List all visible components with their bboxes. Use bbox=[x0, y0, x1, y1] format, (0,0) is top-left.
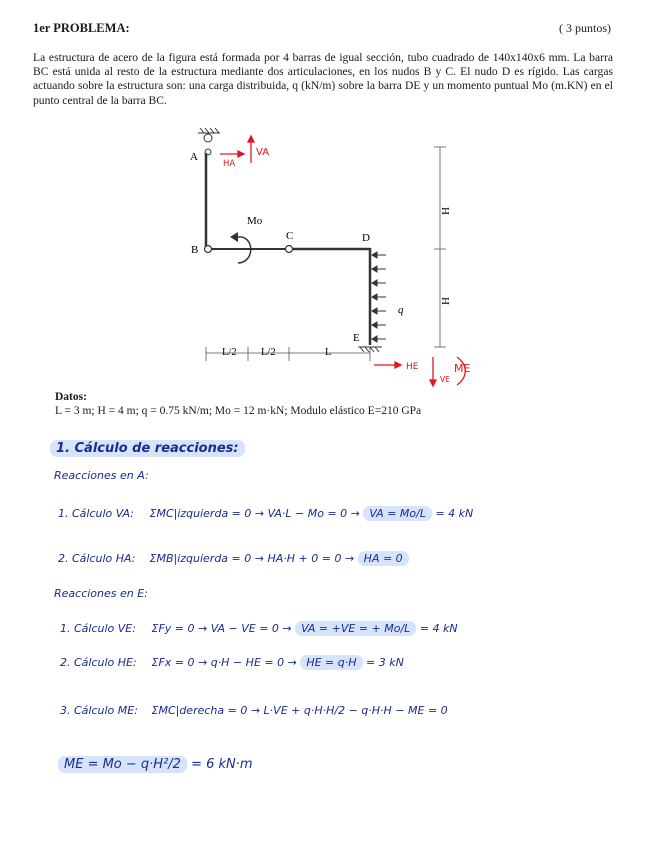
dim-h-bottom: H bbox=[439, 297, 451, 305]
annotation-ha: HA bbox=[223, 159, 236, 169]
datos-heading: Datos: bbox=[55, 391, 87, 403]
problem-statement: La estructura de acero de la figura está formada por 4 barras de igual sección, tubo cuadrado de 140x140x6 mm. La barra BC está unida al resto de la estructura mediante dos articulaciones, en los nudos B y C. El nudo D es rígido. Las cargas actuando sobre la estructura son: una carga distribuida, q (kN/m) sobre la barra DE y un momento puntual Mo (m.KN) en el punto central de la barra BC. bbox=[33, 51, 613, 107]
node-a-label: A bbox=[190, 151, 198, 163]
step-label: 3. Cálculo ME: bbox=[60, 704, 138, 717]
node-d-label: D bbox=[362, 232, 370, 244]
step-value: = 6 kN·m bbox=[191, 757, 253, 772]
section-title: 1. Cálculo de reacciones: bbox=[50, 440, 245, 457]
calc-ve bbox=[60, 622, 458, 635]
step-expr: ΣMB|izquierda = 0 → HA·H + 0 = 0 → bbox=[149, 552, 355, 565]
problem-title: 1er PROBLEMA: bbox=[33, 21, 130, 35]
calc-he bbox=[60, 656, 404, 669]
support-a-icon bbox=[198, 128, 220, 155]
dim-l-half-1: L/2 bbox=[222, 347, 237, 358]
annotation-ve: VE bbox=[440, 375, 450, 384]
dimension-h bbox=[434, 147, 446, 347]
step-expr: ΣMC|derecha = 0 → L·VE + q·H·H/2 − q·H·H − ME = 0 bbox=[151, 704, 448, 717]
calc-me-result bbox=[58, 757, 253, 772]
step-result: HE = q·H bbox=[300, 655, 362, 670]
step-label: 1. Cálculo VE: bbox=[60, 622, 136, 635]
step-label: 1. Cálculo VA: bbox=[58, 507, 134, 520]
calc-va bbox=[58, 507, 473, 520]
node-e-label: E bbox=[353, 332, 360, 344]
step-result: VA = Mo/L bbox=[363, 506, 432, 521]
reactions-e-heading: Reacciones en E: bbox=[54, 587, 148, 600]
distributed-load-icon bbox=[372, 252, 386, 342]
moment-label: Mo bbox=[247, 215, 263, 227]
step-value: = 3 kN bbox=[366, 656, 404, 669]
calc-ha bbox=[58, 552, 409, 565]
annotation-va: VA bbox=[256, 147, 270, 158]
step-expr: ΣFy = 0 → VA − VE = 0 → bbox=[151, 622, 292, 635]
hinge-c bbox=[286, 246, 293, 253]
reactions-a-heading: Reacciones en A: bbox=[54, 469, 149, 482]
node-b-label: B bbox=[191, 244, 199, 256]
node-c-label: C bbox=[286, 230, 294, 242]
moment-arrow-icon bbox=[230, 232, 238, 242]
problem-points: ( 3 puntos) bbox=[559, 21, 611, 35]
step-label: 2. Cálculo HA: bbox=[58, 552, 136, 565]
annotation-he: HE bbox=[406, 362, 419, 372]
step-expr: ΣFx = 0 → q·H − HE = 0 → bbox=[151, 656, 297, 669]
step-label: 2. Cálculo HE: bbox=[60, 656, 137, 669]
calc-me bbox=[60, 704, 448, 717]
step-result: HA = 0 bbox=[358, 551, 409, 566]
hinge-b bbox=[205, 246, 212, 253]
datos-values: L = 3 m; H = 4 m; q = 0.75 kN/m; Mo = 12 m·kN; Modulo elástico E=210 GPa bbox=[55, 405, 422, 417]
dim-l: L bbox=[325, 347, 332, 358]
dim-h-top: H bbox=[439, 207, 451, 215]
load-label: q bbox=[398, 304, 404, 316]
step-result: VA = +VE = + Mo/L bbox=[295, 621, 416, 636]
step-value: = 4 kN bbox=[435, 507, 474, 520]
step-expr: ΣMC|izquierda = 0 → VA·L − Mo = 0 → bbox=[149, 507, 360, 520]
structure-figure bbox=[150, 125, 470, 390]
step-result: ME = Mo − q·H²/2 bbox=[58, 756, 187, 773]
annotation-me: ME bbox=[454, 362, 470, 375]
step-value: = 4 kN bbox=[419, 622, 458, 635]
dim-l-half-2: L/2 bbox=[261, 347, 276, 358]
reaction-arrows-e-icon bbox=[374, 357, 465, 386]
